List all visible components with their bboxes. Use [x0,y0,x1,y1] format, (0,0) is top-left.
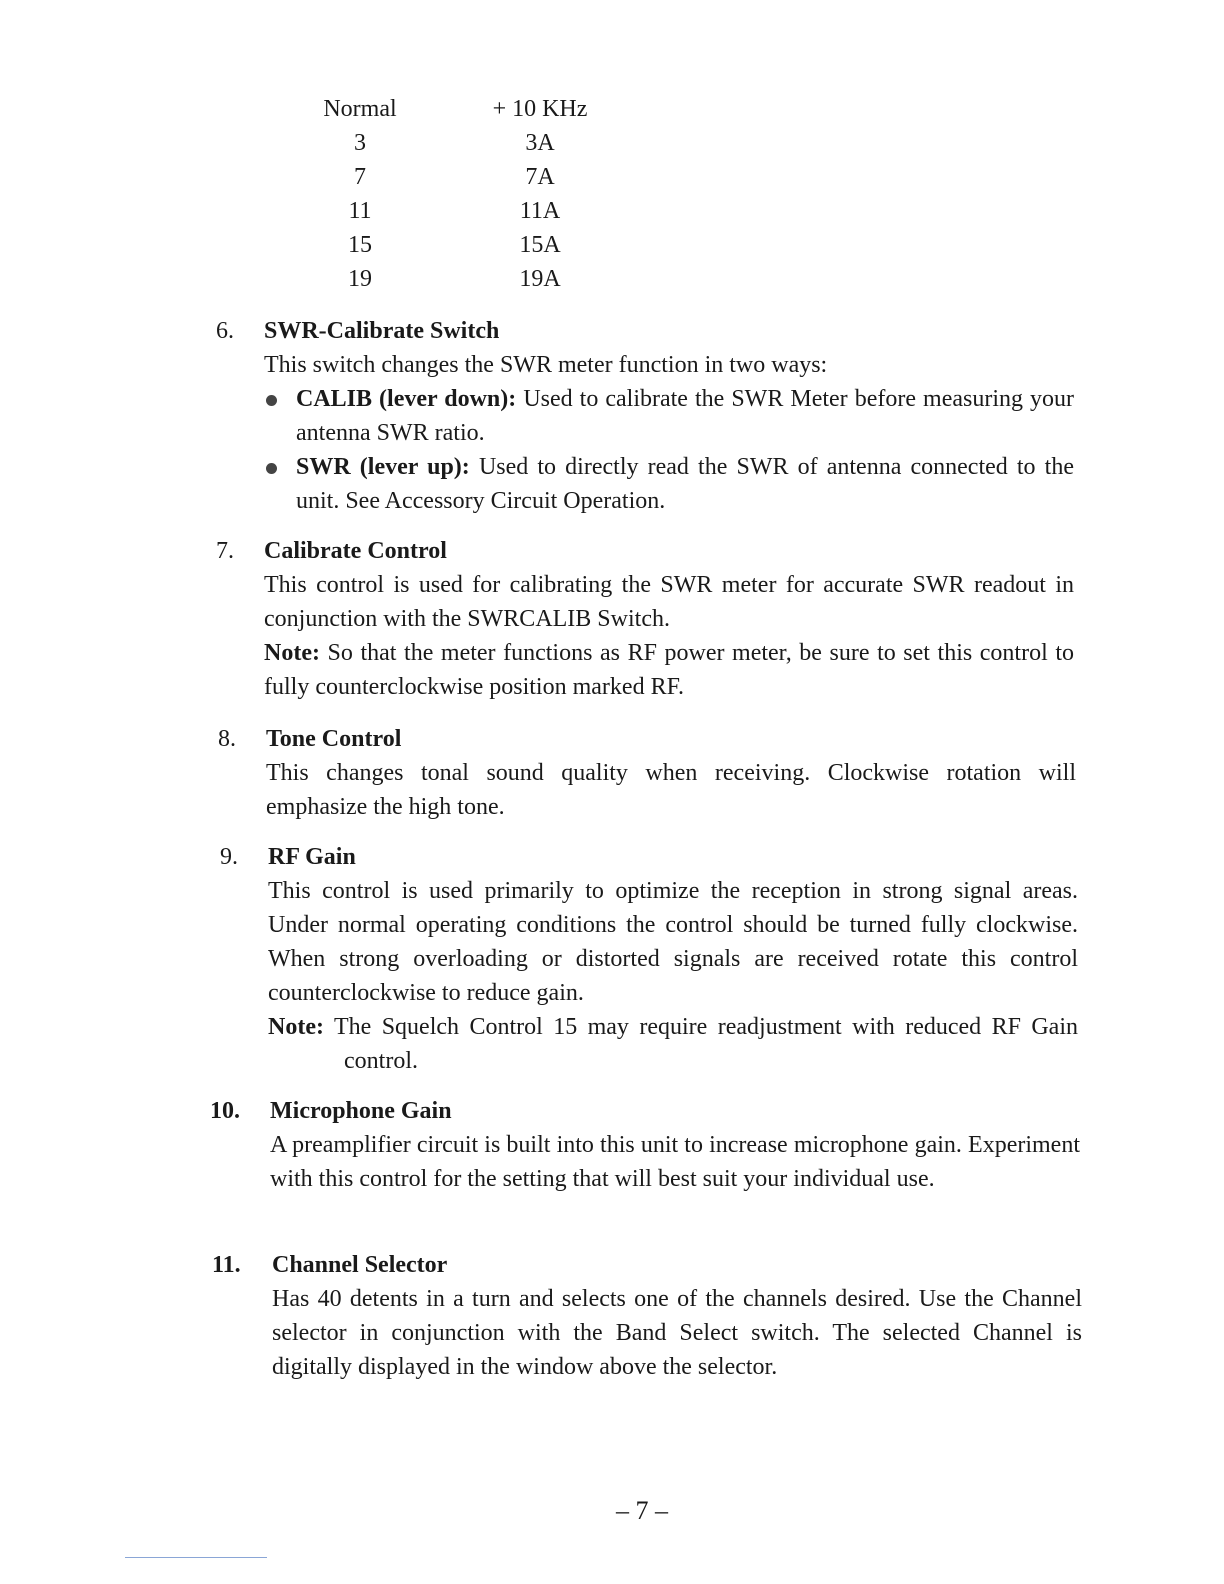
bullet-icon [266,463,277,474]
item-number: 11. [212,1252,241,1278]
item-number: 10. [210,1098,240,1124]
table-cell-plus: 7A [525,164,555,190]
item-body [266,722,1076,824]
note-label: Note: [264,640,320,666]
list-item [264,382,1074,450]
table-cell-normal: 3 [354,130,366,156]
note-label: Note: [268,1014,324,1040]
page-number: – 7 – [616,1496,668,1525]
bullet-term: SWR (lever up): [296,454,470,480]
frequency-table-header [300,92,660,126]
table-cell-plus: 11A [519,198,561,224]
note [264,636,1074,704]
item-body [272,1248,1082,1384]
table-cell-plus: 19A [519,266,561,292]
item-description: A preamplifier circuit is built into this unit to increase microphone gain. Experiment with this control for the setting that will best suit your individual use. [270,1132,1080,1192]
header-plus-10khz: + 10 KHz [492,96,588,122]
frequency-table [300,92,660,296]
note-text: So that the meter functions as RF power meter, be sure to set this control to fully counterclockwise position marked RF. [264,640,1074,700]
item-body [264,534,1074,704]
bullet-list [264,382,1074,518]
item-title: Channel Selector [272,1252,448,1278]
item-description: Has 40 detents in a turn and selects one of the channels desired. Use the Channel selector in conjunction with the Band Select switch. The selected Channel is digitally displayed in the window above the selector. [272,1286,1082,1380]
table-row [300,126,660,160]
table-cell-normal: 19 [348,266,372,292]
item-title: Microphone Gain [270,1098,452,1124]
item-title: RF Gain [268,844,356,870]
bullet-term: CALIB (lever down): [296,386,517,412]
bullet-text: Used to calibrate the SWR Meter before measuring your antenna SWR ratio. [296,386,1075,446]
item-description: This control is used primarily to optimize the reception in strong signal areas. Under normal operating conditions the control should be turned fully clockwise. When strong overloading or distorted signals are received rotate this control counterclockwise to reduce gain. [268,878,1078,1006]
item-description: This control is used for calibrating the SWR meter for accurate SWR readout in conjunction with the SWRCALIB Switch. [264,572,1074,632]
bullet-icon [266,395,277,406]
list-item [264,450,1074,518]
header-normal: Normal [323,96,397,122]
table-row [300,228,660,262]
note [268,1010,1078,1078]
item-description: This changes tonal sound quality when receiving. Clockwise rotation will emphasize the high tone. [266,760,1076,820]
item-number: 9. [220,844,238,870]
table-cell-plus: 3A [525,130,555,156]
item-number: 8. [218,726,236,752]
divider [125,1557,267,1558]
item-title: Calibrate Control [264,538,447,564]
item-body [270,1094,1080,1196]
item-body [268,840,1078,1078]
bullet-text: Used to directly read the SWR of antenna connected to the unit. See Accessory Circuit Operation. [296,454,1075,514]
table-row [300,262,660,296]
table-cell-normal: 15 [348,232,372,258]
item-title: Tone Control [266,726,402,752]
item-number: 6. [216,318,234,344]
item-title: SWR-Calibrate Switch [264,318,500,344]
item-description: This switch changes the SWR meter function in two ways: [264,352,828,378]
table-cell-normal: 11 [348,198,372,224]
item-body [264,314,1074,518]
item-number: 7. [216,538,234,564]
table-row [300,160,660,194]
table-cell-plus: 15A [519,232,561,258]
table-row [300,194,660,228]
note-text: The Squelch Control 15 may require readjustment with reduced RF Gain control. [333,1014,1078,1074]
table-cell-normal: 7 [354,164,366,190]
